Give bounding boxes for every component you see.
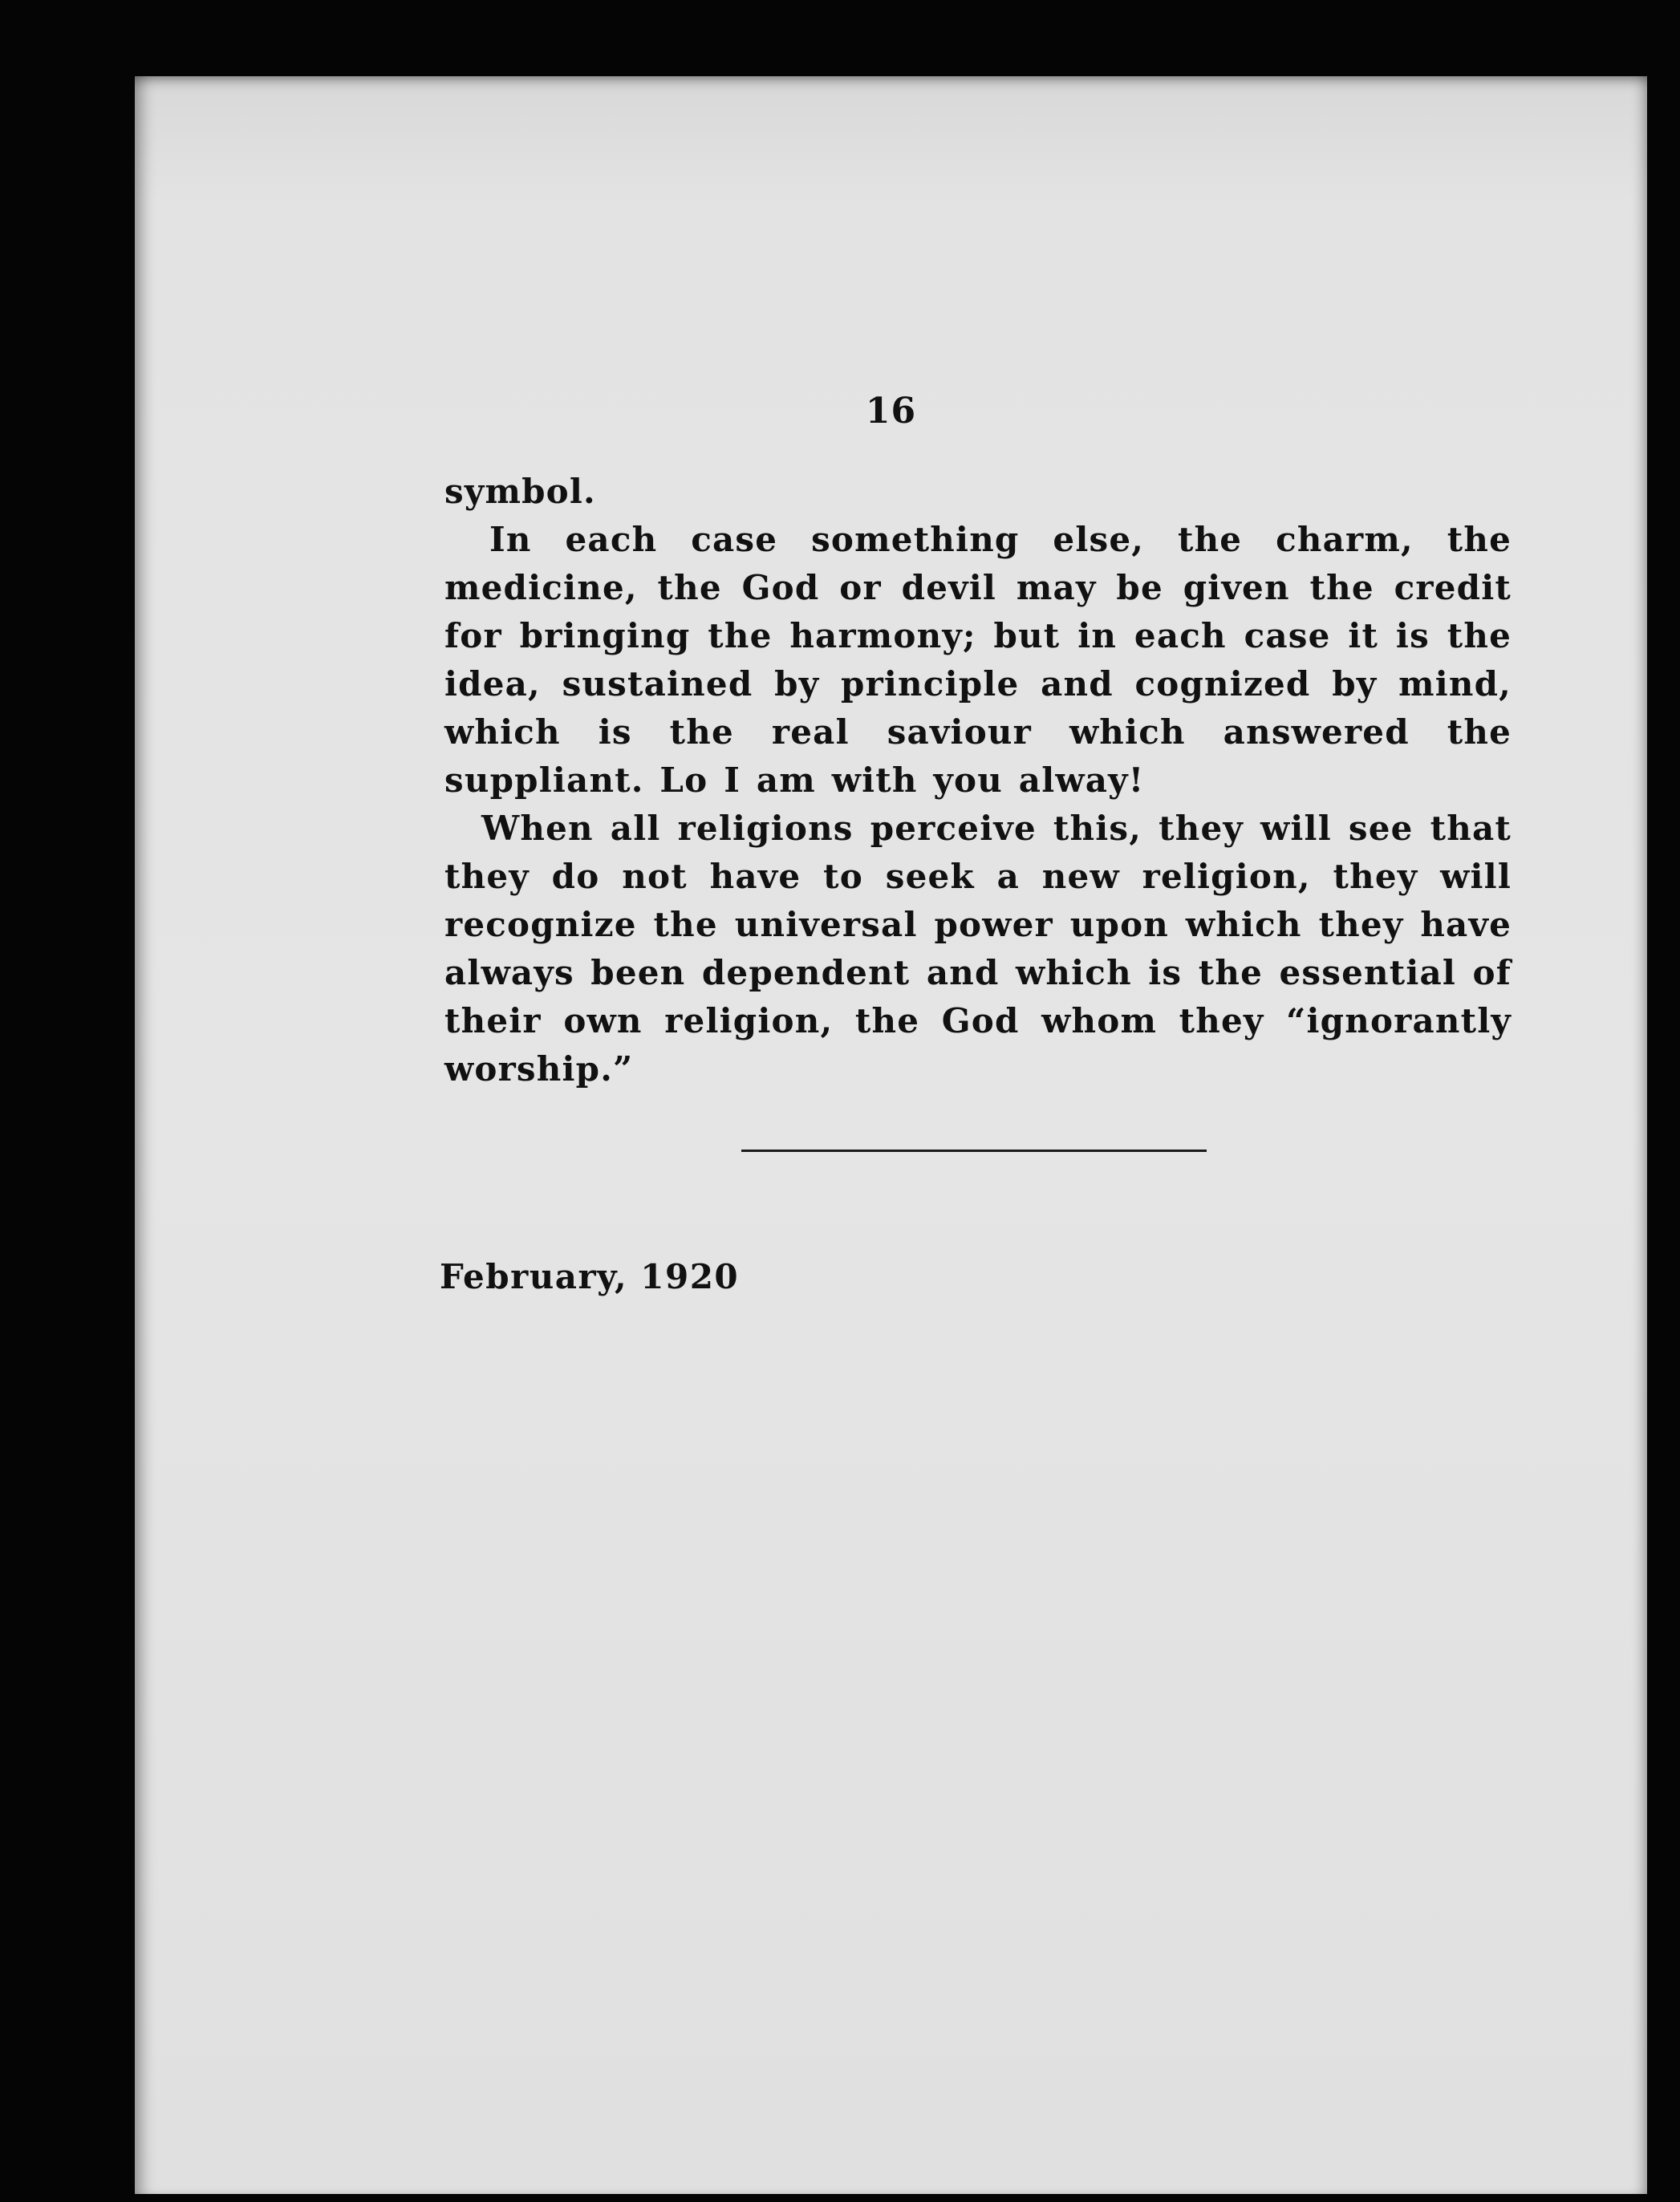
- body-text: [444, 468, 1512, 1093]
- paragraph-religions: When all religions perceive this, they will see that they do not have to seek a new religion, they will recognize the universal power upon which they have always been dependent and which is the essential of their own religion, the God whom they “ignorantly worship.”: [444, 809, 1512, 1089]
- paragraph-harmony: In each case something else, the charm, the medicine, the God or devil may be given the credit for bringing the harmony; but in each case it is the idea, sustained by principle and cognized by mind, which is the real saviour which answered the suppliant. Lo I am with you alway!: [444, 520, 1512, 800]
- paragraph-continuation: symbol.: [444, 472, 596, 511]
- date-line: February, 1920: [440, 1257, 740, 1296]
- section-divider: [741, 1150, 1207, 1152]
- document-page: [135, 76, 1647, 2194]
- page-number: 16: [865, 391, 917, 432]
